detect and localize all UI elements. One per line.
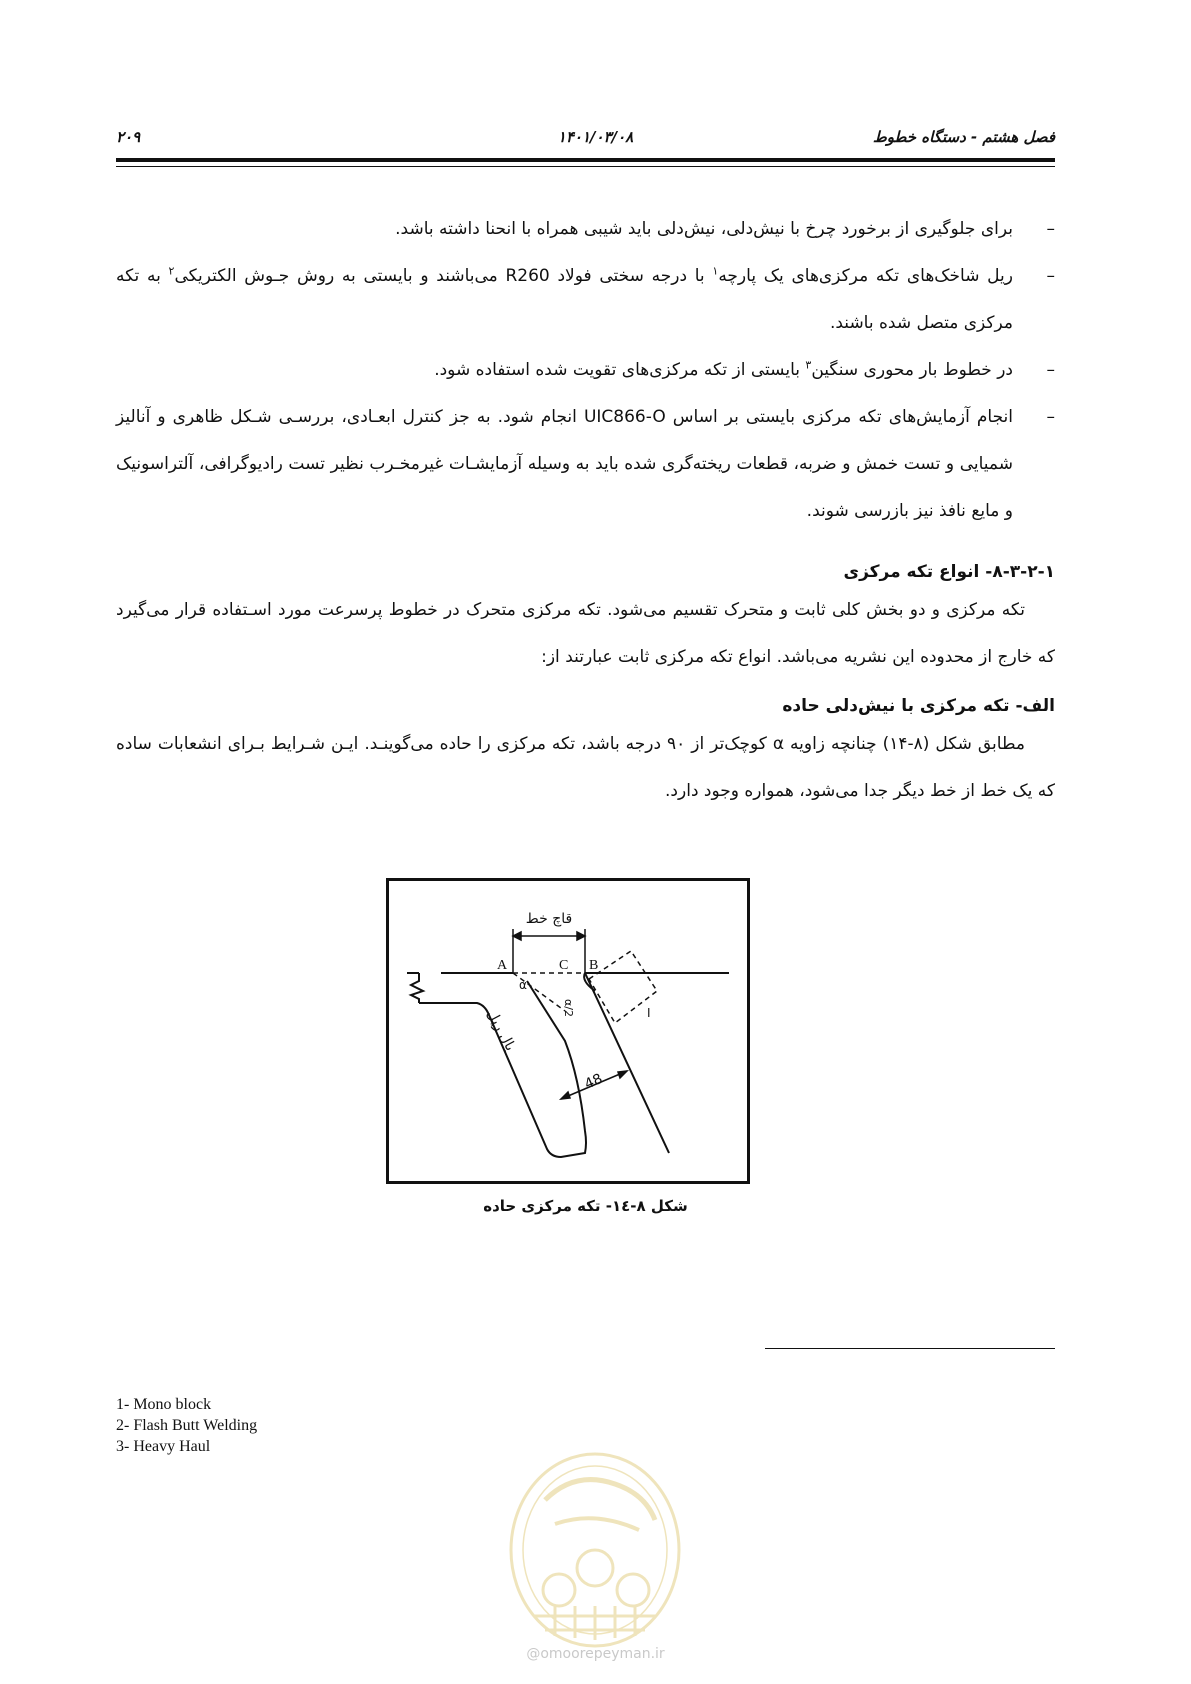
frog-diagram: [389, 881, 747, 1181]
gauge-label: قاچ خط: [525, 911, 573, 927]
watermark-logo: [505, 1440, 685, 1650]
bullet-dash: –: [1046, 266, 1055, 286]
subsection-paragraph: مطابق شکل (۸-۱۴) چنانچه زاویه α کوچک‌تر از ۹۰ درجه باشد، تکه مرکزی را حاده می‌گوینـد. ایـن شـرایط بـرای انشعابات ساده که یک خط از خط دیگر جدا می‌شود، همواره وجود دارد.: [116, 734, 1055, 801]
label-c: C: [559, 958, 569, 973]
bullet-text: انجام آزمایش‌های تکه مرکزی بایستی بر اساس UIC866-O انجام شود. به جز کنترل ابعـادی، بررسـی شـکل ظاهری و آنالیز شمیایی و تست خمش و ضربه، قطعات ریخته‌گری شده باید به وسیله آزمایشـات غیرمخـرب نظیر تست رادیوگرافی، آلتراسونیک و مایع نافذ نیز بازرسی شوند.: [116, 407, 1013, 521]
footnotes: [116, 1394, 257, 1457]
label-alpha-half: α/2: [562, 999, 575, 1017]
label-48: 48: [582, 1070, 606, 1093]
bullet-text: با درجه سختی فولاد R260 می‌باشند و بایستی به روش جـوش الکتریکی: [174, 266, 713, 286]
bullet-text: در خطوط بار محوری سنگین: [811, 360, 1013, 380]
watermark-url: @omoorepeyman.ir: [526, 1646, 665, 1662]
subsection-heading: الف- تکه مرکزی با نیش‌دلی حاده: [782, 696, 1055, 716]
section-heading: ۸-۳-۲-۱- انواع تکه مرکزی: [843, 562, 1055, 582]
right-line: [585, 973, 669, 1153]
header-rule-thin: [116, 166, 1055, 167]
body-text: [116, 206, 1055, 815]
left-rail: [407, 973, 586, 1157]
footnote-item: 3- Heavy Haul: [116, 1438, 211, 1455]
bullet-dash: –: [1046, 407, 1055, 427]
label-rail-head: بال ریل: [483, 1007, 519, 1054]
figure-caption: شکل ۸-۱٤- تکه مرکزی حاده: [483, 1197, 688, 1215]
header-rule-thick: [116, 158, 1055, 162]
page-number: ۲۰۹: [116, 128, 141, 146]
footnote-item: 2- Flash Butt Welding: [116, 1417, 258, 1434]
footnote-rule: [765, 1348, 1055, 1349]
bullet-text: برای جلوگیری از برخورد چرخ با نیش‌دلی، نیش‌دلی باید شیبی همراه با انحنا داشته باشد.: [395, 219, 1013, 239]
footnote-ref: ۱: [712, 264, 719, 278]
figure-frame: [386, 878, 750, 1184]
bullet-item: [116, 206, 1055, 253]
break-symbol: [411, 973, 423, 1003]
label-marker: I: [647, 1006, 651, 1020]
footnote-ref: ۳: [805, 358, 812, 372]
footnote-ref: ۲: [168, 264, 175, 278]
section-paragraph: تکه مرکزی و دو بخش کلی ثابت و متحرک تقسیم می‌شود. تکه مرکزی متحرک در خطوط پرسرعت مورد اسـتفاده قرار می‌گیرد که خارج از محدوده این نشریه می‌باشد. انواع تکه مرکزی ثابت عبارتند از:: [116, 600, 1055, 667]
label-alpha: α: [519, 978, 527, 992]
bullet-text: به تکه مرکزی متصل شده باشند.: [116, 266, 1013, 333]
bullet-item: [116, 253, 1055, 347]
bullet-item: [116, 347, 1055, 394]
bullet-text: بایستی از تکه مرکزی‌های تقویت شده استفاده شود.: [434, 360, 806, 380]
bullet-text: ریل شاخک‌های تکه مرکزی‌های یک پارچه: [718, 266, 1013, 286]
footnote-item: 1- Mono block: [116, 1396, 212, 1413]
header-date: ۱۴۰۱/۰۳/۰۸: [557, 128, 634, 146]
bullet-dash: –: [1046, 360, 1055, 380]
bullet-dash: –: [1046, 219, 1055, 239]
label-b: B: [589, 958, 599, 973]
bullet-item: [116, 394, 1055, 535]
chapter-title: فصل هشتم - دستگاه خطوط: [872, 128, 1055, 146]
label-a: A: [497, 958, 508, 973]
gauge-dimension: [513, 929, 585, 973]
